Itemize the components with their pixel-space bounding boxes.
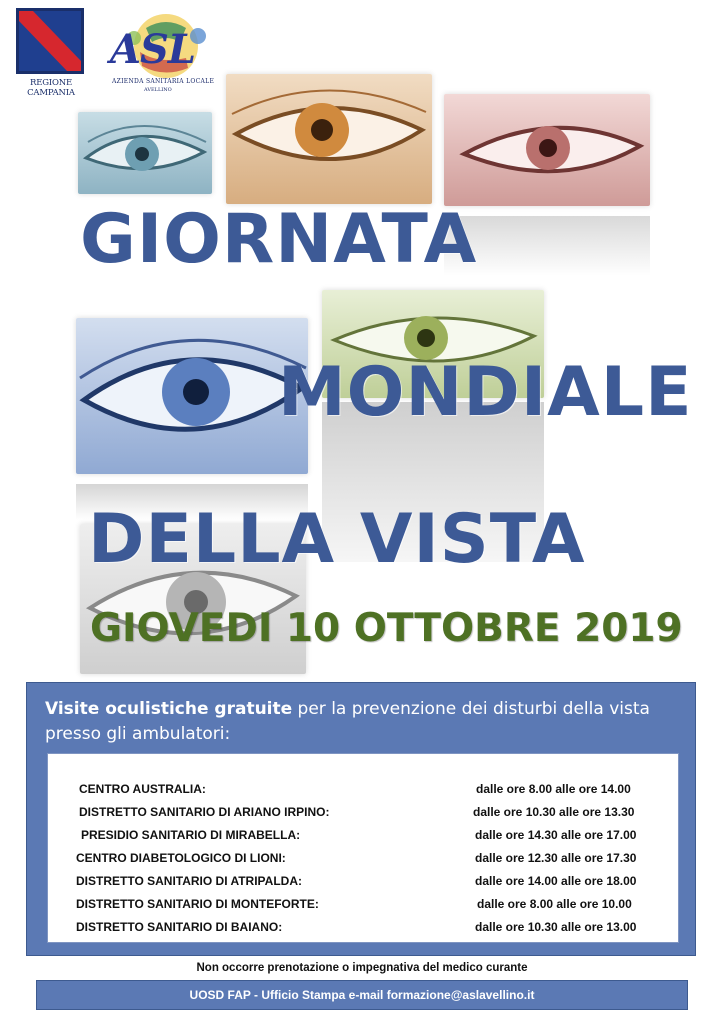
row-hours: dalle ore 12.30 alle ore 17.30 — [475, 851, 637, 865]
info-intro-rest: per la prevenzione dei disturbi della vista presso gli ambulatori: — [45, 699, 650, 744]
row-place: PRESIDIO SANITARIO DI MIRABELLA: — [81, 828, 301, 842]
table-row — [48, 920, 680, 942]
table-row — [48, 805, 680, 827]
eye-image-teal — [78, 112, 212, 194]
asl-subtitle: AZIENDA SANITARIA LOCALE — [112, 78, 215, 85]
row-hours: dalle ore 14.30 alle ore 17.00 — [475, 828, 637, 842]
row-place: CENTRO AUSTRALIA: — [79, 782, 206, 796]
info-box — [26, 682, 696, 956]
eye-image-orange — [226, 74, 432, 204]
campania-shield-icon — [16, 8, 84, 74]
row-place: DISTRETTO SANITARIO DI ARIANO IRPINO: — [79, 805, 330, 819]
region-label: REGIONE CAMPANIA — [27, 78, 75, 98]
row-hours: dalle ore 10.30 alle ore 13.30 — [473, 805, 635, 819]
regione-campania-logo — [10, 8, 92, 98]
row-hours: dalle ore 10.30 alle ore 13.00 — [475, 920, 637, 934]
event-date: GIOVEDI 10 OTTOBRE 2019 — [90, 606, 683, 651]
table-row — [48, 828, 680, 850]
info-intro — [45, 697, 685, 747]
info-intro-bold: Visite oculistiche gratuite — [45, 699, 293, 719]
row-place: DISTRETTO SANITARIO DI MONTEFORTE: — [76, 897, 319, 911]
asl-mark: ASL — [110, 26, 196, 73]
table-row — [48, 874, 680, 896]
asl-avellino-logo — [106, 8, 216, 96]
row-place: DISTRETTO SANITARIO DI BAIANO: — [76, 920, 283, 934]
eye-image-red — [444, 94, 650, 206]
booking-note: Non occorre prenotazione o impegnativa del medico curante — [196, 962, 528, 974]
table-row — [48, 851, 680, 873]
row-hours: dalle ore 8.00 alle ore 14.00 — [476, 782, 631, 796]
title-line-3: DELLA VISTA — [88, 500, 586, 579]
table-row — [48, 897, 680, 919]
title-line-2: MONDIALE — [278, 353, 693, 432]
asl-city: AVELLINO — [144, 87, 172, 93]
eye-image-blue — [76, 318, 308, 474]
table-row — [48, 782, 680, 804]
schedule-table — [47, 753, 679, 943]
footer-contact: UOSD FAP - Ufficio Stampa e-mail formazione@aslavellino.it — [36, 980, 688, 1010]
row-hours: dalle ore 8.00 alle ore 10.00 — [477, 897, 632, 911]
row-place: DISTRETTO SANITARIO DI ATRIPALDA: — [76, 874, 302, 888]
row-place: CENTRO DIABETOLOGICO DI LIONI: — [76, 851, 286, 865]
title-line-1: GIORNATA — [80, 200, 478, 279]
row-hours: dalle ore 14.00 alle ore 18.00 — [475, 874, 637, 888]
